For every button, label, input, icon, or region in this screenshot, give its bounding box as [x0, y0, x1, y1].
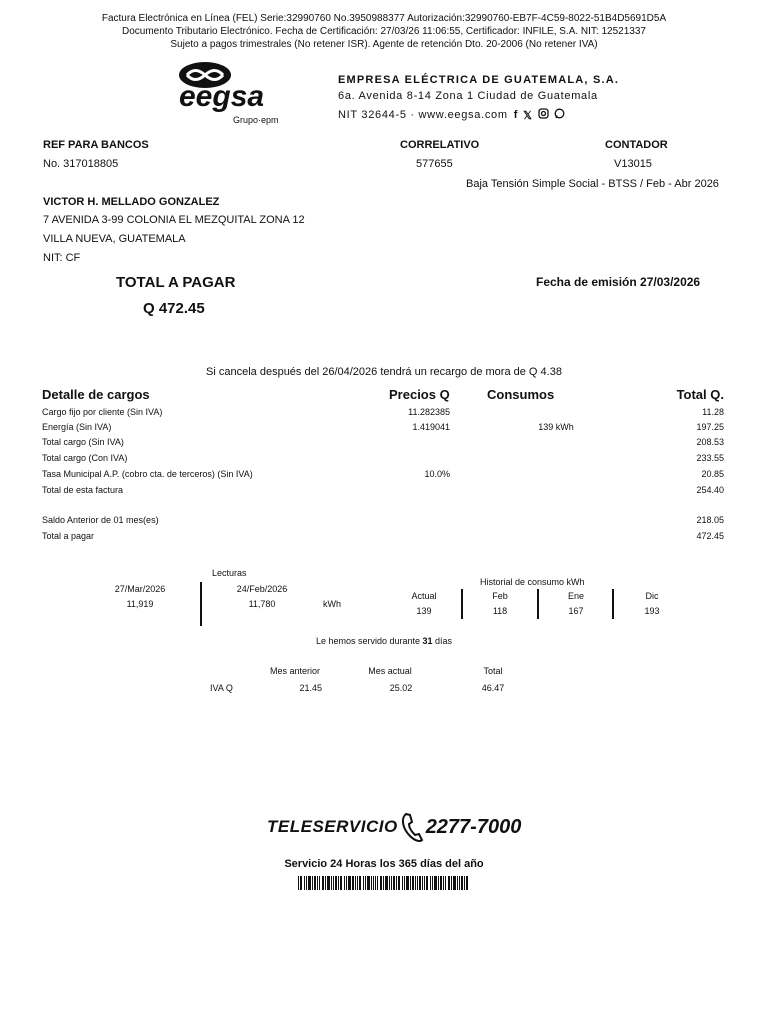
servicio-days: 31	[422, 636, 433, 646]
servicio-prefix: Le hemos servido durante	[315, 636, 420, 646]
lectura-valor-actual: 11,919	[126, 599, 154, 609]
company-address: 6a. Avenida 8-14 Zona 1 Ciudad de Guatemala	[338, 90, 598, 102]
barcode-bar	[451, 876, 452, 890]
barcode-bar	[308, 876, 311, 890]
barcode-bar	[393, 876, 395, 890]
charge-row-label: Total cargo (Con IVA)	[42, 453, 128, 463]
barcode-bar	[415, 876, 416, 890]
barcode-bar	[365, 876, 366, 890]
barcode-bar	[331, 876, 332, 890]
barcode-bar	[327, 876, 330, 890]
saldo-row-label: Total a pagar	[42, 531, 95, 541]
ref-label: REF PARA BANCOS	[43, 139, 149, 151]
iva-value: 46.47	[481, 683, 505, 693]
saldo-row-label: Saldo Anterior de 01 mes(es)	[42, 515, 159, 525]
teleservicio	[267, 810, 521, 844]
barcode-bar	[359, 876, 361, 890]
tarifa: Baja Tensión Simple Social - BTSS / Feb - Abr 2026	[466, 178, 719, 190]
barcode-bar	[396, 876, 397, 890]
iva-value: 25.02	[389, 683, 413, 693]
historial-col-label: Actual	[411, 591, 437, 601]
barcode-bar	[410, 876, 411, 890]
charge-row-total: 197.25	[696, 422, 724, 432]
lectura-fecha-anterior: 24/Feb/2026	[236, 584, 288, 594]
company-nit-line	[338, 108, 619, 122]
historial-divider	[537, 589, 539, 619]
lectura-fecha-actual: 27/Mar/2026	[114, 584, 166, 594]
charge-row-total: 11.28	[702, 407, 724, 417]
barcode-bar	[461, 876, 463, 890]
barcode-bar	[325, 876, 326, 890]
charge-row-total: 233.55	[696, 453, 724, 463]
historial-divider	[461, 589, 463, 619]
barcode-bar	[404, 876, 405, 890]
charge-row-label: Tasa Municipal A.P. (cobro cta. de terceros) (Sin IVA)	[42, 469, 253, 479]
barcode-bar	[367, 876, 370, 890]
barcode-bar	[335, 876, 337, 890]
barcode-bar	[322, 876, 324, 890]
customer-address-2: VILLA NUEVA, GUATEMALA	[43, 233, 186, 245]
charge-row-label: Total de esta factura	[42, 485, 124, 495]
barcode-bar	[453, 876, 456, 890]
barcode-bar	[417, 876, 418, 890]
barcode-bar	[422, 876, 423, 890]
company-name: EMPRESA ELÉCTRICA DE GUATEMALA, S.A.	[338, 74, 620, 86]
barcode-bar	[312, 876, 313, 890]
correlativo-value: 577655	[416, 158, 453, 170]
facebook-icon[interactable]: f	[513, 109, 519, 121]
charge-row-total: 208.53	[696, 437, 724, 447]
barcode-bar	[373, 876, 375, 890]
barcode-bar	[344, 876, 345, 890]
barcode-bar	[440, 876, 442, 890]
eegsa-logo	[165, 58, 295, 128]
barcode-bar	[466, 876, 468, 890]
historial-col-value: 167	[568, 606, 584, 616]
saldo-row-total: 472.45	[696, 531, 724, 541]
logo-group-text: Grupo·epm	[233, 115, 279, 125]
charge-row-precio: 1.419041	[412, 422, 450, 432]
barcode-bar	[432, 876, 433, 890]
lecturas-divider	[200, 582, 202, 626]
total-amount: Q 472.45	[143, 300, 205, 317]
charge-row-label: Cargo fijo por cliente (Sin IVA)	[42, 407, 163, 417]
barcode-bar	[377, 876, 378, 890]
contador-label: CONTADOR	[605, 139, 668, 151]
barcode-bar	[459, 876, 460, 890]
fecha-emision: Fecha de emisión 27/03/2026	[536, 275, 701, 289]
teleservicio-label: TELESERVICIO	[267, 817, 398, 836]
barcode-bar	[375, 876, 376, 890]
company-info	[338, 74, 619, 122]
historial-col-value: 139	[416, 606, 432, 616]
barcode-bar	[434, 876, 437, 890]
teleservicio-phone[interactable]: 2277-7000	[425, 815, 522, 838]
precios-header: Precios Q	[389, 387, 450, 402]
barcode-bar	[430, 876, 431, 890]
barcode	[298, 876, 470, 890]
barcode-bar	[363, 876, 364, 890]
barcode-bar	[398, 876, 400, 890]
charge-row-total: 254.40	[696, 485, 724, 495]
barcode-bar	[443, 876, 444, 890]
barcode-bar	[300, 876, 302, 890]
barcode-bar	[385, 876, 388, 890]
fel-line-1: Factura Electrónica en Línea (FEL) Serie:32990760 No.3950988377 Autorización:32990760-EB7F-4C59-8022-51B4D5691D5A	[101, 13, 667, 24]
x-icon[interactable]: 𝕏	[523, 109, 533, 122]
charge-row-label: Energía (Sin IVA)	[42, 422, 112, 432]
barcode-bar	[346, 876, 347, 890]
contador-value: V13015	[614, 158, 652, 170]
barcode-bar	[314, 876, 316, 890]
barcode-bar	[383, 876, 384, 890]
servicio-suffix: días	[435, 636, 453, 646]
lectura-unit: kWh	[323, 599, 341, 609]
logo-brand-text: eegsa	[179, 80, 265, 113]
barcode-bar	[424, 876, 425, 890]
teleservicio-horario: Servicio 24 Horas los 365 días del año	[284, 858, 484, 870]
historial-col-label: Ene	[567, 591, 584, 601]
customer-nit: NIT: CF	[43, 252, 81, 264]
lectura-valor-anterior: 11,780	[248, 599, 276, 609]
barcode-bar	[457, 876, 458, 890]
recargo-notice: Si cancela después del 26/04/2026 tendrá un recargo de mora de Q 4.38	[206, 366, 562, 378]
barcode-bar	[445, 876, 446, 890]
historial-col-label: Feb	[492, 591, 508, 601]
barcode-bar	[412, 876, 414, 890]
iva-header: Mes actual	[368, 666, 412, 676]
barcode-bar	[402, 876, 403, 890]
company-nit-web: NIT 32644-5 · www.eegsa.com	[338, 109, 508, 121]
iva-header: Total	[483, 666, 503, 676]
iva-label: IVA Q	[210, 683, 233, 693]
ref-value: No. 317018805	[43, 158, 119, 170]
charge-row-label: Total cargo (Sin IVA)	[42, 437, 124, 447]
barcode-bar	[380, 876, 382, 890]
saldo-row-total: 218.05	[696, 515, 724, 525]
barcode-bar	[340, 876, 342, 890]
customer-name: VICTOR H. MELLADO GONZALEZ	[43, 196, 220, 208]
phone-icon	[400, 810, 424, 844]
historial-col-value: 118	[492, 606, 508, 616]
fel-line-2: Documento Tributario Electrónico. Fecha de Certificación: 27/03/26 11:06:55, Certificador: INFILE, S.A. NIT: 12521337	[122, 26, 646, 37]
historial-divider	[612, 589, 614, 619]
iva-header: Mes anterior	[269, 666, 321, 676]
barcode-bar	[371, 876, 372, 890]
fel-header	[0, 12, 768, 51]
eegsa-logo-graphic	[165, 58, 295, 128]
servicio-dias	[0, 636, 768, 646]
social-icons	[514, 108, 565, 122]
detalle-header: Detalle de cargos	[42, 387, 150, 402]
barcode-bar	[419, 876, 421, 890]
barcode-bar	[406, 876, 409, 890]
barcode-bar	[352, 876, 354, 890]
fel-line-3: Sujeto a pagos trimestrales (No retener ISR). Agente de retención Dto. 20-2006 (No retener IVA)	[170, 39, 598, 50]
barcode-bar	[304, 876, 305, 890]
customer-address-1: 7 AVENIDA 3-99 COLONIA EL MEZQUITAL ZONA 12	[43, 214, 305, 226]
lecturas-title: Lecturas	[212, 568, 247, 578]
barcode-bar	[306, 876, 307, 890]
barcode-bar	[357, 876, 358, 890]
whatsapp-icon[interactable]	[554, 108, 565, 122]
barcode-bar	[333, 876, 334, 890]
barcode-bar	[319, 876, 320, 890]
total-label: TOTAL A PAGAR	[116, 274, 236, 291]
barcode-bar	[464, 876, 465, 890]
historial-title: Historial de consumo kWh	[480, 577, 585, 587]
charge-row-precio: 10.0%	[424, 469, 450, 479]
iva-value: 21.45	[299, 683, 322, 693]
total-header: Total Q.	[676, 387, 724, 402]
consumos-header: Consumos	[487, 387, 555, 402]
charge-row-consumo: 139 kWh	[538, 422, 574, 432]
charge-row-precio: 11.282385	[408, 407, 450, 417]
instagram-icon[interactable]	[538, 108, 549, 122]
historial-col-label: Dic	[645, 591, 659, 601]
charge-row-total: 20.85	[701, 469, 724, 479]
historial-col-value: 193	[644, 606, 660, 616]
correlativo-label: CORRELATIVO	[400, 139, 480, 151]
barcode-bar	[391, 876, 392, 890]
barcode-bar	[389, 876, 390, 890]
barcode-bar	[338, 876, 339, 890]
barcode-bar	[448, 876, 450, 890]
barcode-bar	[348, 876, 351, 890]
barcode-bar	[355, 876, 356, 890]
barcode-bar	[298, 876, 299, 890]
barcode-bar	[426, 876, 428, 890]
barcode-bar	[317, 876, 318, 890]
barcode-bar	[438, 876, 439, 890]
